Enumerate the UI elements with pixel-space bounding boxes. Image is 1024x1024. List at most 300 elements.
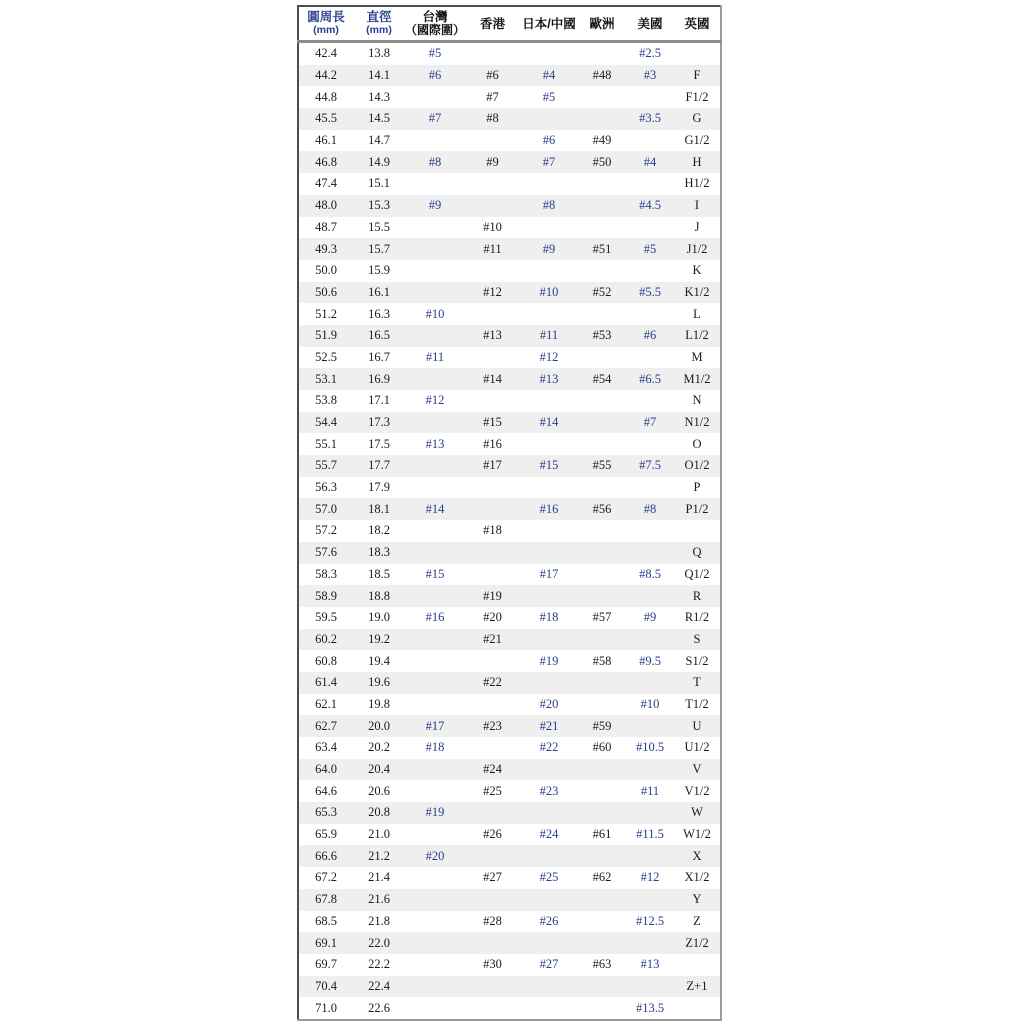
table-cell: 20.0 [368,718,390,733]
table-cell [465,976,520,998]
table-cell [405,368,465,390]
table-row [298,42,721,65]
table-row [298,477,721,499]
column-label: 台灣 [422,10,448,24]
table-cell [405,997,465,1020]
table-cell: V [692,762,702,777]
table-cell [626,672,674,694]
column-label: 英國 [684,16,710,31]
table-cell: 63.4 [315,740,337,755]
table-cell: #20 [425,848,445,863]
table-cell [465,932,520,954]
table-row [298,108,721,130]
table-row [298,238,721,260]
table-cell [405,260,465,282]
table-cell: #13.5 [635,1000,665,1015]
table-cell: 16.7 [368,349,390,364]
table-row [298,195,721,217]
table-cell: 22.6 [368,1000,390,1015]
table-cell: #48 [592,68,612,83]
table-cell: 16.5 [368,328,390,343]
table-cell: #11 [640,783,660,798]
column-header-4 [520,6,578,42]
table-row [298,130,721,152]
table-cell: #16 [483,436,502,451]
table-cell [626,629,674,651]
table-cell: #23 [483,718,502,733]
table-cell: #6 [643,328,657,343]
table-cell: W1/2 [683,827,711,842]
table-cell [578,932,626,954]
table-cell: 18.3 [368,545,390,560]
table-cell: #9.5 [639,653,661,668]
table-row [298,911,721,933]
table-cell: 65.3 [315,805,337,820]
column-label: 美國 [637,16,663,31]
table-cell [405,672,465,694]
table-cell [626,889,674,911]
table-cell: #18 [483,523,502,538]
table-cell: 16.1 [368,284,390,299]
table-cell [674,997,721,1020]
table-cell: J [694,219,700,234]
table-cell [674,520,721,542]
table-cell: 45.5 [315,111,337,126]
table-cell: 14.9 [368,154,390,169]
column-sublabel: （國際圍） [405,23,466,37]
table-row [298,976,721,998]
column-sublabel: (mm) [313,24,339,36]
table-cell: #15 [425,566,445,581]
table-cell: #10 [483,219,502,234]
table-row [298,65,721,87]
table-cell: #63 [592,957,612,972]
table-cell [578,260,626,282]
table-cell: 52.5 [315,349,337,364]
table-cell: #10 [640,696,660,711]
table-cell: #15 [483,415,502,430]
table-cell: #11.5 [636,827,664,842]
table-row [298,368,721,390]
table-cell: #7 [486,89,499,104]
table-cell: #10 [425,306,445,321]
table-cell: #21 [539,718,559,733]
column-label: 歐洲 [589,16,615,31]
table-cell: 44.2 [315,68,337,83]
table-cell: #12 [483,284,502,299]
table-cell: #11 [539,328,559,343]
table-cell: #52 [592,284,612,299]
table-cell: K1/2 [684,284,710,299]
table-cell: #5.5 [639,284,661,299]
table-cell [520,932,578,954]
table-cell: 14.1 [368,68,390,83]
table-cell [626,477,674,499]
table-cell: Z1/2 [685,935,709,950]
table-cell: #8 [643,501,657,516]
table-cell [626,86,674,108]
table-cell: 70.4 [315,978,337,993]
table-cell [465,195,520,217]
table-row [298,650,721,672]
table-cell: 67.8 [315,892,337,907]
table-cell [578,911,626,933]
table-cell: 22.4 [368,978,390,993]
table-cell [578,42,626,65]
table-row [298,303,721,325]
table-cell: #8.5 [639,566,661,581]
table-cell [465,347,520,369]
table-cell: 66.6 [315,848,337,863]
table-row [298,390,721,412]
table-cell: #50 [592,154,612,169]
table-row [298,932,721,954]
table-cell [578,976,626,998]
table-cell: 20.6 [368,783,390,798]
table-cell: #10.5 [635,740,665,755]
table-cell [578,390,626,412]
table-cell [465,889,520,911]
table-cell [520,173,578,195]
table-cell: #13 [425,436,445,451]
table-cell: U1/2 [684,740,710,755]
table-cell [626,802,674,824]
table-cell [578,564,626,586]
column-header-6 [626,6,674,42]
table-cell: #9 [542,241,556,256]
table-cell: #6 [428,68,442,83]
table-cell [626,347,674,369]
table-cell: #12 [425,393,445,408]
table-cell: 48.7 [315,219,337,234]
table-cell: 60.2 [315,631,337,646]
table-cell [626,845,674,867]
table-cell: 57.6 [315,545,337,560]
table-row [298,498,721,520]
table-cell [405,412,465,434]
table-cell [520,520,578,542]
table-cell [674,42,721,65]
table-cell: 17.9 [368,480,390,495]
table-cell [405,650,465,672]
table-cell: #12 [640,870,660,885]
table-cell [578,845,626,867]
table-row [298,173,721,195]
table-cell: 64.6 [315,783,337,798]
table-row [298,824,721,846]
table-cell: 21.2 [368,848,390,863]
table-cell [405,780,465,802]
table-cell [578,520,626,542]
table-cell: 19.4 [368,653,390,668]
table-cell: X [692,848,702,863]
table-cell: 18.2 [368,523,390,538]
table-cell: #20 [539,696,559,711]
table-cell [405,86,465,108]
table-cell: 50.0 [315,263,337,278]
ring-size-conversion-table [297,5,720,1021]
header-row [298,6,721,42]
table-cell: 17.7 [368,458,390,473]
table-cell: 51.9 [315,328,337,343]
table-cell: S1/2 [685,653,709,668]
table-cell: 18.8 [368,588,390,603]
table-row [298,564,721,586]
table-row [298,542,721,564]
table-cell [626,217,674,239]
table-cell: #14 [425,501,445,516]
table-cell: 51.2 [315,306,337,321]
table-cell: #25 [539,870,559,885]
table-cell: #58 [592,653,612,668]
table-cell [626,759,674,781]
table-row [298,520,721,542]
table-cell: #24 [483,762,502,777]
table-cell: I [694,198,700,213]
table-cell: #60 [592,740,612,755]
table-cell [465,260,520,282]
column-label: 日本/中國 [522,16,576,31]
table-row [298,86,721,108]
table-cell: 21.0 [368,827,390,842]
table-cell: M [691,349,703,364]
table-cell [465,173,520,195]
table-cell [578,303,626,325]
table-cell: 18.1 [368,501,390,516]
table-cell: #17 [539,566,559,581]
table-cell: #2.5 [639,46,661,61]
table-cell: #4 [643,154,657,169]
table-cell [520,629,578,651]
table-cell [405,217,465,239]
table-cell [520,802,578,824]
table-cell: #9 [643,610,657,625]
table-cell [578,542,626,564]
table-cell [405,867,465,889]
table-cell: 67.2 [315,870,337,885]
table-cell [520,390,578,412]
table-cell: #59 [592,718,612,733]
table-cell: #17 [425,718,445,733]
table-cell: #19 [539,653,559,668]
table-cell [578,347,626,369]
table-cell [465,845,520,867]
column-header-7 [674,6,721,42]
column-header-3 [465,6,520,42]
table-cell: #28 [483,913,502,928]
table-cell [520,303,578,325]
table-cell [520,759,578,781]
table-cell: #7 [428,111,442,126]
table-cell: 21.4 [368,870,390,885]
table-cell [578,694,626,716]
table-cell [520,889,578,911]
table-cell [405,130,465,152]
table-cell: #22 [483,675,502,690]
table-cell [578,629,626,651]
table-row [298,455,721,477]
table-cell: 60.8 [315,653,337,668]
table-cell: #6 [486,68,499,83]
table-cell [465,997,520,1020]
table-cell: #4.5 [639,198,661,213]
table-cell: #16 [425,610,445,625]
table-cell [578,412,626,434]
table-cell: O1/2 [684,458,710,473]
table-cell: 15.1 [368,176,390,191]
table-cell: #11 [483,241,502,256]
table-cell: 53.1 [315,371,337,386]
table-row [298,889,721,911]
table-cell: 15.7 [368,241,390,256]
table-cell [465,564,520,586]
table-cell [405,585,465,607]
table-cell [578,889,626,911]
table-cell: 17.5 [368,436,390,451]
table-cell: J1/2 [686,241,708,256]
table-cell [520,845,578,867]
table-cell [405,932,465,954]
table-cell: 59.5 [315,610,337,625]
table-cell: #15 [539,458,559,473]
table-cell: 68.5 [315,913,337,928]
table-cell [626,173,674,195]
table-cell: 44.8 [315,89,337,104]
table-row [298,694,721,716]
table-cell: 16.3 [368,306,390,321]
table-cell: R [692,588,702,603]
table-cell: 19.2 [368,631,390,646]
table-cell: #10 [539,284,559,299]
table-cell: M1/2 [683,371,711,386]
column-header-2 [405,6,465,42]
table-row [298,607,721,629]
table-cell: Q1/2 [684,566,710,581]
table-cell [626,585,674,607]
table-cell [405,824,465,846]
table-cell: 65.9 [315,827,337,842]
table-cell: #54 [592,371,612,386]
table-cell: 19.0 [368,610,390,625]
table-cell: X1/2 [684,870,710,885]
table-header [298,6,721,42]
table-cell [626,260,674,282]
table-cell [405,759,465,781]
table-cell [520,997,578,1020]
table-cell: #3 [643,68,657,83]
table-cell: #7.5 [639,458,661,473]
table-cell [405,325,465,347]
table-cell [578,672,626,694]
table-cell: 19.8 [368,696,390,711]
table-cell: Z+1 [686,978,708,993]
table-cell: #56 [592,501,612,516]
table-cell: 55.7 [315,458,337,473]
table-cell: #13 [640,957,660,972]
table-cell: 61.4 [315,675,337,690]
table-cell [405,542,465,564]
table-cell: Q [692,545,702,560]
table-cell: 47.4 [315,176,337,191]
table-cell [578,780,626,802]
table-cell: #9 [486,154,499,169]
table-cell: 21.6 [368,892,390,907]
table-cell [578,433,626,455]
table-cell [465,390,520,412]
table-cell [405,173,465,195]
table-cell: G [692,111,702,126]
table-cell: #12 [539,349,559,364]
table-cell [465,498,520,520]
table-cell: #18 [425,740,445,755]
table-cell [520,542,578,564]
table-cell: #18 [539,610,559,625]
table-cell: #8 [486,111,499,126]
table-row [298,780,721,802]
table-cell: #55 [592,458,612,473]
table-cell: #22 [539,740,559,755]
table-cell: 14.7 [368,133,390,148]
table-cell: V1/2 [684,783,710,798]
table-cell: 22.0 [368,935,390,950]
table-cell: Z [693,913,701,928]
table-cell: #21 [483,631,502,646]
table-cell [465,650,520,672]
column-label: 圓周長 [307,10,345,24]
table-cell: #62 [592,870,612,885]
table-cell: #51 [592,241,612,256]
table-cell: N [692,393,702,408]
table-cell [626,390,674,412]
table-cell: F1/2 [685,89,709,104]
table-row [298,282,721,304]
table-cell: #9 [428,198,442,213]
table-cell [626,303,674,325]
table-cell: #8 [428,154,442,169]
table-cell: #5 [542,89,556,104]
table-cell [520,260,578,282]
table-cell: #14 [539,415,559,430]
table-cell: #12.5 [635,913,665,928]
table-cell: 22.2 [368,957,390,972]
table-cell: 17.3 [368,415,390,430]
table-cell: #3.5 [639,111,661,126]
table-cell [578,173,626,195]
table-cell [405,976,465,998]
table-cell: #13 [539,371,559,386]
table-cell: #53 [592,328,612,343]
table-cell: #16 [539,501,559,516]
table-cell [405,455,465,477]
table-cell [520,42,578,65]
table-cell: #14 [483,371,502,386]
table-cell: 18.5 [368,566,390,581]
table-cell [520,108,578,130]
table-cell: #57 [592,610,612,625]
table-cell: 56.3 [315,480,337,495]
table-cell [520,433,578,455]
column-header-1 [353,6,405,42]
table-cell: R1/2 [684,610,710,625]
table-row [298,954,721,976]
table-row [298,759,721,781]
table-cell: 46.1 [315,133,337,148]
table-cell: 21.8 [368,913,390,928]
table-cell: L [693,306,701,321]
table-cell: 49.3 [315,241,337,256]
table-cell: W [691,805,703,820]
table-cell: 16.9 [368,371,390,386]
